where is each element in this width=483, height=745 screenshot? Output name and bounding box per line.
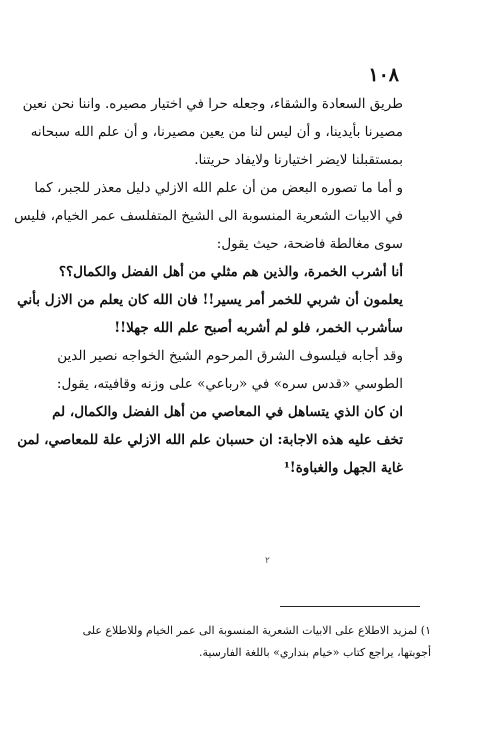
footnotes [51, 620, 431, 664]
page-mark: ٢ [265, 556, 270, 566]
text-line: سوى مغالطة فاضحة، حيث يقول: [216, 236, 403, 252]
text-line: الطوسي «قدس سره» في «رباعي» على وزنه وقافيته، يقول: [56, 376, 403, 392]
text-line: طريق السعادة والشقاء، وجعله حرا في اختيار مصيره. واننا نحن نعين [22, 96, 403, 112]
text-line: مصيرنا بأيدينا، و أن ليس لنا من يعين مصيرنا، و أن علم الله سبحانه [30, 124, 403, 140]
body-text [14, 90, 403, 482]
poem-line: سأشرب الخمر، فلو لم أشربه أصبح علم الله جهلا!! [114, 320, 403, 336]
footnote-line: ١) لمزيد الاطلاع على الابيات الشعرية المنسوبة الى عمر الخيام وللاطلاع على [82, 624, 431, 637]
poem-line: أنا أشرب الخمرة، والذين هم مثلي من أهل الفضل والكمال؟؟ [58, 264, 403, 280]
poem-line: يعلمون أن شربي للخمر أمر يسير!! فان الله كان يعلم من الازل بأني [17, 292, 403, 308]
poem-line: غاية الجهل والغباوة!¹ [283, 460, 403, 476]
text-line: بمستقبلنا لايضر اختيارنا ولايفاد حريتنا. [194, 152, 403, 168]
footnote-line: أجوبتها، يراجع كتاب «خيام بنداري» باللغة الفارسية. [198, 646, 431, 659]
footnote-divider [280, 606, 420, 607]
text-line: في الابيات الشعرية المنسوبة الى الشيخ المتفلسف عمر الخيام، فليس [14, 208, 403, 224]
poem-line: تخف عليه هذه الاجابة: ان حسبان علم الله الازلي علة للمعاصي، لمن [17, 432, 403, 448]
text-line: و أما ما تصوره البعض من أن علم الله الازلي دليل معذر للجبر، كما [34, 180, 403, 196]
poem-line: ان كان الذي يتساهل في المعاصي من أهل الفضل والكمال، لم [52, 404, 403, 420]
text-line: وقد أجابه فيلسوف الشرق المرحوم الشيخ الخواجه نصير الدين [57, 348, 403, 364]
page-number: ١٠٨ [368, 64, 399, 86]
